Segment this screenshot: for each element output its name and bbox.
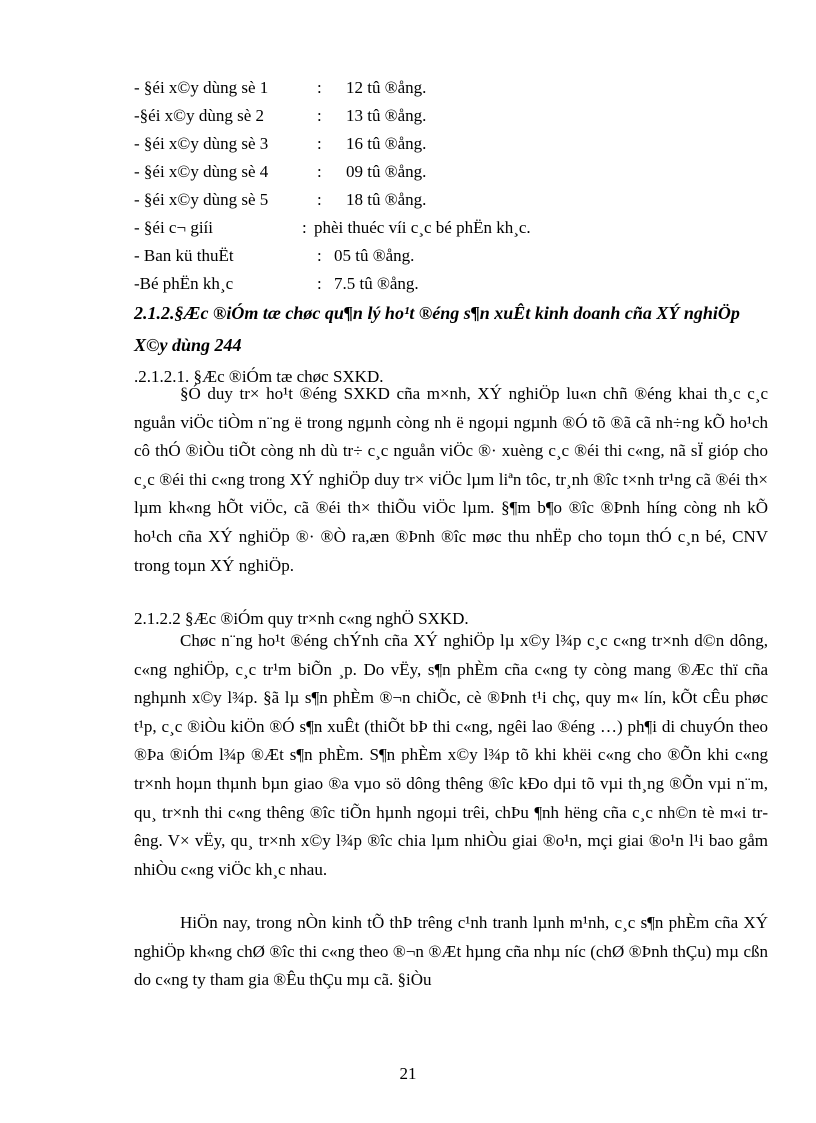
list-item-value: 7.5 tû ®ång. xyxy=(334,274,419,293)
list-item-value: 09 tû ®ång. xyxy=(346,162,427,181)
list-item-colon: : xyxy=(317,162,322,181)
list-item xyxy=(134,214,694,242)
list-item-value: 12 tû ®ång. xyxy=(346,78,427,97)
list-item-colon: : xyxy=(317,274,322,293)
list-item-value: 05 tû ®ång. xyxy=(334,246,415,265)
list-item xyxy=(134,186,694,214)
list-item-label: - §éi x©y dùng sè 3 xyxy=(134,134,269,153)
list-item-label: - §éi c¬ giíi xyxy=(134,218,213,237)
list-item-value: phèi thuéc víi c¸c bé phËn kh¸c. xyxy=(314,218,531,237)
list-item-label: - §éi x©y dùng sè 5 xyxy=(134,190,269,209)
list-item-colon: : xyxy=(302,218,307,237)
section-heading: 2.1.2.§Æc ®iÓm tæ chøc qu¶n lý ho¹t ®éng s¶n xuÊt kinh doanh cña XÝ nghiÖp X©y dùng 244 xyxy=(134,303,740,355)
subsection-heading: .2.1.2.1. §Æc ®iÓm tæ chøc SXKD. xyxy=(134,367,384,386)
list-item xyxy=(134,74,694,102)
list-item xyxy=(134,102,694,130)
list-item-label: -Bé phËn kh¸c xyxy=(134,274,234,293)
list-item-label: - §éi x©y dùng sè 1 xyxy=(134,78,269,97)
list-item-label: - Ban kü thuËt xyxy=(134,246,234,265)
list-item-value: 16 tû ®ång. xyxy=(346,134,427,153)
list-item-label: -§éi x©y dùng sè 2 xyxy=(134,106,265,125)
subsection-heading: 2.1.2.2 §Æc ®iÓm quy tr×nh c«ng nghÖ SXKD. xyxy=(134,609,469,628)
paragraph-text: §Ó duy tr× ho¹t ®éng SXKD cña m×nh, XÝ nghiÖp lu«n chñ ®éng khai th¸c c¸c nguån viÖc tiÒm n¨ng ë trong ngµnh còng nh ë ngoµi ngµnh ®Ó tõ ®ã cã nh÷ng kÕ ho¹ch cô thÓ ®iÒu tiÕt còng nh dù tr÷ c¸c nguån viÖc ®· xuèng c¸c ®éi thi c«ng, nã sÏ gióp cho c¸c ®éi thi c«ng trong XÝ nghiÖp duy tr× viÖc lµm liªn tôc, tr¸nh ®îc t×nh tr¹ng cã ®éi th× lµm kh«ng hÕt viÖc, cã ®éi th× thiÕu viÖc lµm. §¶m b¶o ®îc ®Þnh híng còng nh kÕ ho¹ch cña XÝ nghiÖp ®· ®Ò ra,æn ®Þnh ®îc møc thu nhËp cho toµn thÓ c¸n bé, CNV trong toµn XÝ nghiÖp. xyxy=(134,384,768,575)
list-item-value: 18 tû ®ång. xyxy=(346,190,427,209)
list-item-value: 13 tû ®ång. xyxy=(346,106,427,125)
paragraph-market xyxy=(134,909,768,995)
list-item-colon: : xyxy=(317,246,322,265)
paragraph-text: HiÖn nay, trong nÒn kinh tÕ thÞ trêng c¹nh tranh lµnh m¹nh, c¸c s¶n phÈm cña XÝ nghiÖp kh«ng chØ ®îc thi c«ng theo ®¬n ®Æt hµng cña nhµ níc (chØ ®Þnh thÇu) mµ cßn do c«ng ty tham gia ®Êu thÇu mµ cã. §iÒu xyxy=(134,913,768,990)
paragraph-organization xyxy=(134,380,768,580)
list-item-colon: : xyxy=(317,134,322,153)
list-item-colon: : xyxy=(317,106,322,125)
budget-list xyxy=(134,74,694,298)
page-number: 21 xyxy=(399,1064,417,1083)
list-item-colon: : xyxy=(317,190,322,209)
list-item xyxy=(134,242,694,270)
paragraph-process xyxy=(134,627,768,884)
list-item xyxy=(134,130,694,158)
paragraph-text: Chøc n¨ng ho¹t ®éng chÝnh cña XÝ nghiÖp lµ x©y l¾p c¸c c«ng tr×nh d©n dông, c«ng nghiÖp, c¸c tr¹m biÕn ¸p. Do vËy, s¶n phÈm cña c«ng ty còng mang ®Æc thï cña nghµnh x©y l¾p. §ã lµ s¶n phÈm ®¬n chiÕc, cè ®Þnh t¹i chç, quy m« lín, kÕt cÊu phøc t¹p, c¸c ®iÒu kiÖn ®Ó s¶n xuÊt (thiÕt bÞ thi c«ng, ngêi lao ®éng …) ph¶i di chuyÓn theo ®Þa ®iÓm l¾p ®Æt s¶n phÈm. S¶n phÈm x©y l¾p tõ khi khëi c«ng cho ®Õn khi c«ng tr×nh hoµn thµnh bµn giao ®a vµo sö dông thêng ®îc kÐo dµi tõ vµi th¸ng ®Õn vµi n¨m, qu¸ tr×nh thi c«ng thêng ®îc tiÕn hµnh ngoµi trêi, chÞu ¶nh hëng cña c¸c nh©n tè m«i trêng. V× vËy, qu¸ tr×nh x©y l¾p ®îc chia lµm nhiÒu giai ®o¹n, mçi giai ®o¹n l¹i bao gåm nhiÒu c«ng viÖc kh¸c nhau. xyxy=(134,631,768,879)
list-item xyxy=(134,158,694,186)
list-item-label: - §éi x©y dùng sè 4 xyxy=(134,162,269,181)
list-item-colon: : xyxy=(317,78,322,97)
list-item xyxy=(134,270,694,298)
